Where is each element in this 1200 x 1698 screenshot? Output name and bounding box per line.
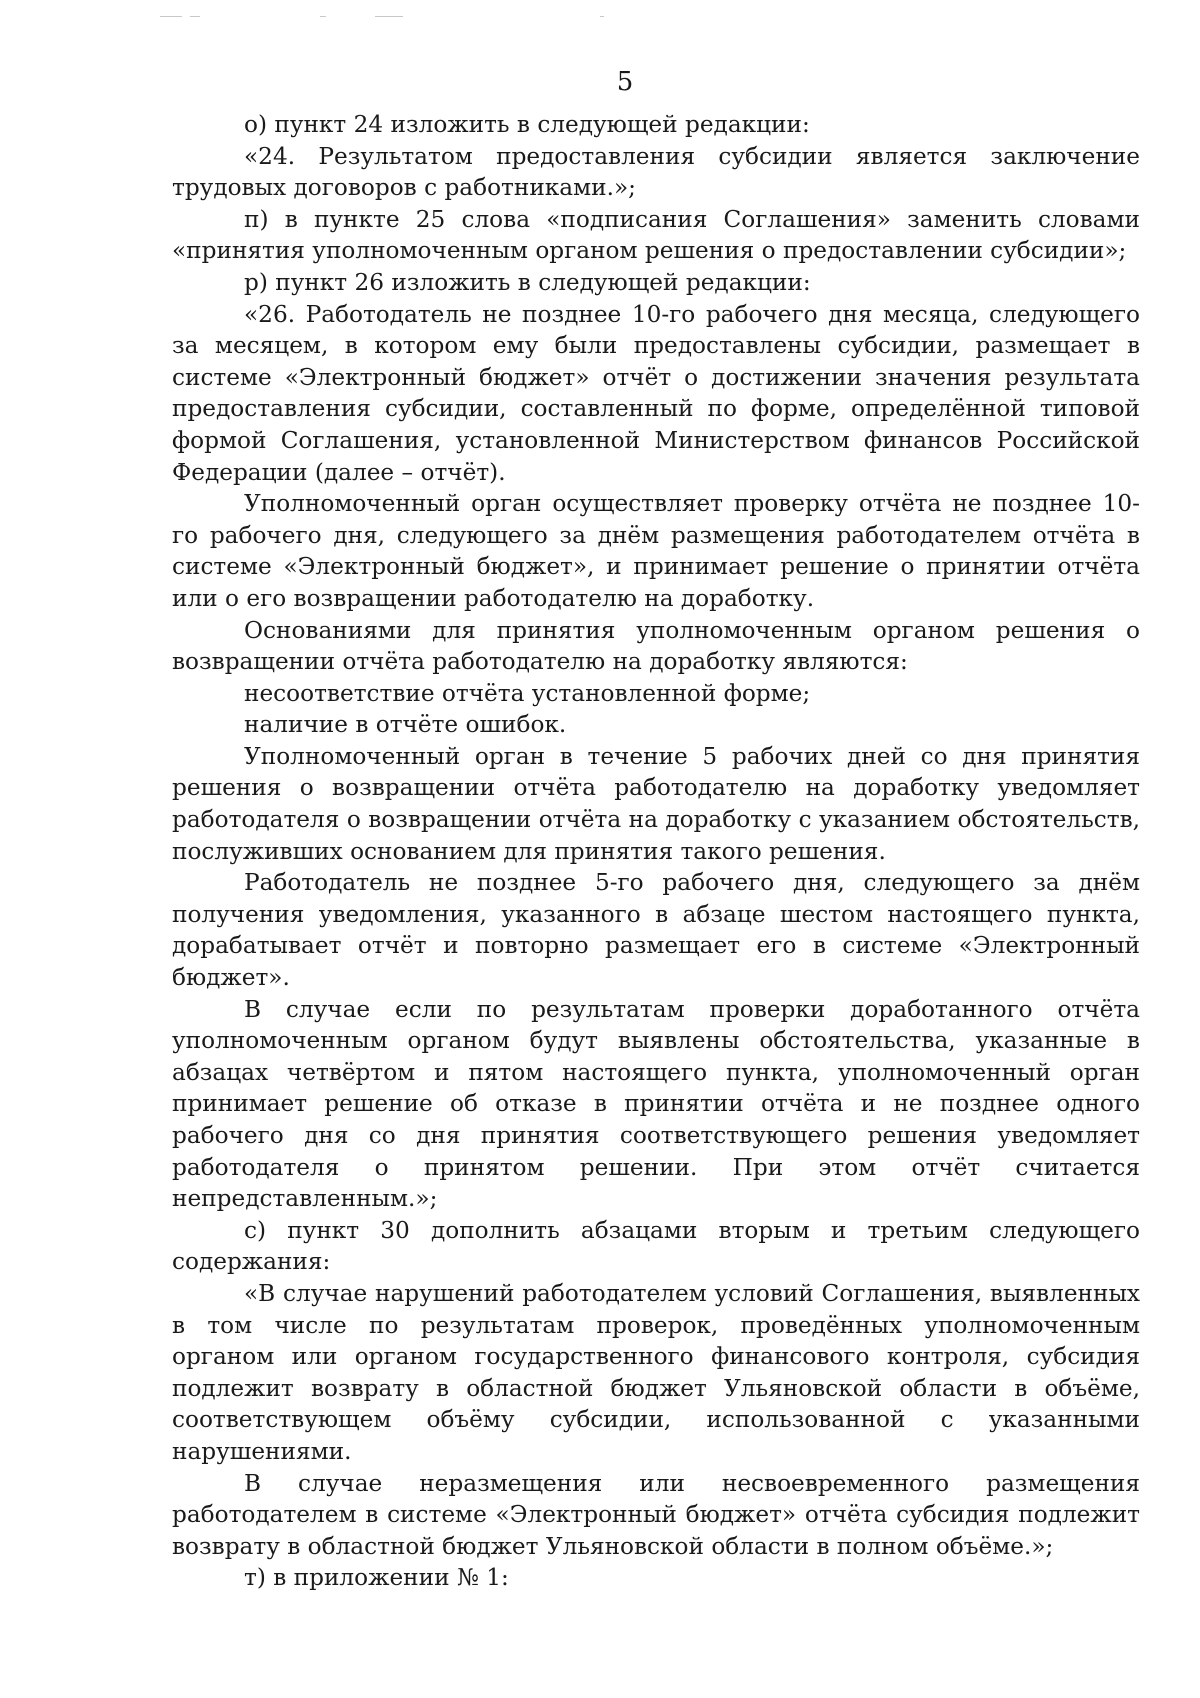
paragraph: т) в приложении № 1: (244, 1564, 509, 1592)
page-number: 5 (616, 67, 634, 97)
paragraph: «В случае нарушений работодателем условий Соглашения, выявленных в том числе по результатам проверок, проведённых уполномоченным органом или органом государственного финансового контроля, субсидия подлежит возврату в областной бюджет Ульяновской области в объёме, соответствующем объёму субсидии, использованной с указанными нарушениями. (172, 1279, 1140, 1465)
paragraph: Работодатель не позднее 5-го рабочего дня, следующего за днём получения уведомления, указанного в абзаце шестом настоящего пункта, дорабатывает отчёт и повторно размещает его в системе «Электронный бюджет». (172, 869, 1140, 992)
paragraph: несоответствие отчёта установленной форме; (244, 679, 811, 707)
paragraph: «24. Результатом предоставления субсидии является заключение трудовых договоров с работниками.»; (172, 142, 1140, 202)
document-body (172, 109, 1140, 1594)
paragraph: Уполномоченный орган осуществляет проверку отчёта не позднее 10-го рабочего дня, следующего за днём размещения работодателем отчёта в системе «Электронный бюджет», и принимает решение о принятии отчёта или о его возвращении работодателю на доработку. (172, 490, 1140, 612)
paragraph: с) пункт 30 дополнить абзацами вторым и третьим следующего содержания: (172, 1216, 1140, 1276)
paragraph: наличие в отчёте ошибок. (244, 711, 567, 739)
paragraph: Уполномоченный орган в течение 5 рабочих дней со дня принятия решения о возвращении отчёта работодателю на доработку уведомляет работодателя о возвращении отчёта на доработку с указанием обстоятельств, послуживших основанием для принятия такого решения. (172, 742, 1140, 865)
paragraph: В случае неразмещения или несвоевременного размещения работодателем в системе «Электронный бюджет» отчёта субсидия подлежит возврату в областной бюджет Ульяновской области в полном объёме.»; (172, 1469, 1140, 1560)
paragraph: п) в пункте 25 слова «подписания Соглашения» заменить словами «принятия уполномоченным органом решения о предоставлении субсидии»; (172, 205, 1140, 265)
scan-artifact (160, 14, 660, 20)
paragraph: В случае если по результатам проверки доработанного отчёта уполномоченным органом будут выявлены обстоятельства, указанные в абзацах четвёртом и пятом настоящего пункта, уполномоченный орган принимает решение об отказе в принятии отчёта и не позднее одного рабочего дня со дня принятия соответствующего решения уведомляет работодателя о принятом решении. При этом отчёт считается непредставленным.»; (172, 995, 1140, 1213)
paragraph: «26. Работодатель не позднее 10-го рабочего дня месяца, следующего за месяцем, в котором ему были предоставлены субсидии, размещает в системе «Электронный бюджет» отчёт о достижении значения результата предоставления субсидии, составленный по форме, определённой типовой формой Соглашения, установленной Министерством финансов Российской Федерации (далее – отчёт). (172, 300, 1140, 486)
paragraph: р) пункт 26 изложить в следующей редакции: (244, 268, 811, 296)
paragraph: Основаниями для принятия уполномоченным органом решения о возвращении отчёта работодателю на доработку являются: (172, 616, 1140, 676)
paragraph: о) пункт 24 изложить в следующей редакции: (244, 111, 810, 138)
